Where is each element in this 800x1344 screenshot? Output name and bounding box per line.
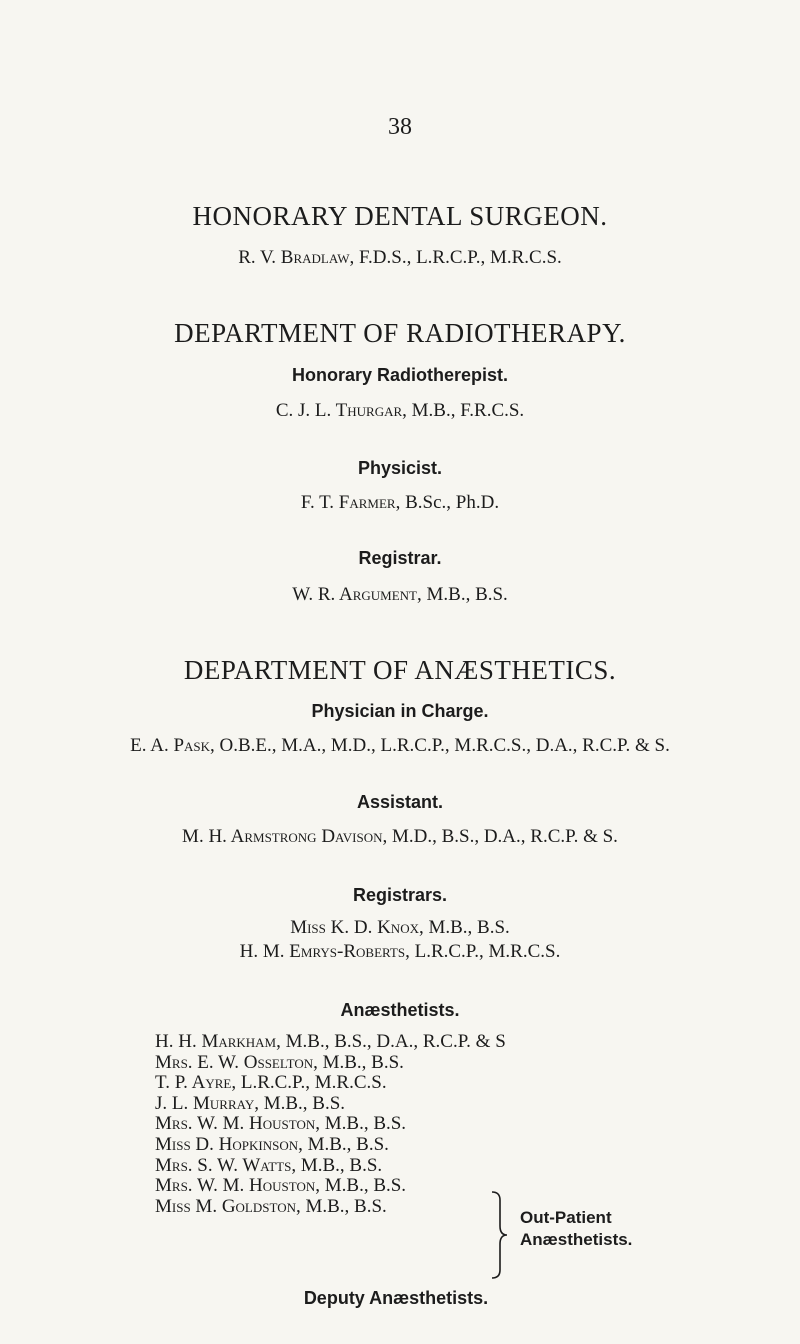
deputy-title: Deputy Anæsthetists. bbox=[303, 1288, 489, 1308]
person-name: F. T. Farmer, bbox=[300, 492, 401, 513]
list-item: Miss M. Goldston, M.B., B.S. bbox=[155, 1195, 387, 1217]
person-name: R. V. Bradlaw, bbox=[238, 247, 355, 268]
list-item: H. H. Markham, M.B., B.S., D.A., R.C.P. & S bbox=[155, 1031, 506, 1052]
radiotherapist-title: Honorary Radiotherepist. bbox=[291, 365, 509, 385]
anaesthetists-title: Anæsthetists. bbox=[340, 1000, 460, 1020]
person-name: Miss K. D. Knox, bbox=[290, 917, 424, 938]
outpatient-label: Anæsthetists. bbox=[520, 1230, 633, 1249]
page-number: 38 bbox=[388, 114, 412, 140]
list-item: Mrs. W. M. Houston, M.B., B.S. bbox=[155, 1113, 407, 1135]
assistant bbox=[0, 826, 800, 848]
physicist-title: Physicist. bbox=[357, 458, 443, 478]
registrar-entry bbox=[0, 917, 800, 939]
physician-in-charge bbox=[0, 735, 800, 757]
person-name: M. H. Armstrong Davison, bbox=[182, 826, 388, 847]
person-name: E. A. Pask, bbox=[130, 735, 215, 756]
list-item: T. P. Ayre, L.R.C.P., M.R.C.S. bbox=[155, 1072, 387, 1094]
person-name: C. J. L. Thurgar, bbox=[275, 400, 407, 421]
list-item: Mrs. W. M. Houston, M.B., B.S. bbox=[155, 1175, 407, 1197]
dental-heading: HONORARY DENTAL SURGEON. bbox=[192, 201, 608, 231]
person-quals: F.D.S., L.R.C.P., M.R.C.S. bbox=[354, 247, 562, 268]
person-quals: L.R.C.P., M.R.C.S. bbox=[409, 941, 561, 962]
registrar-title: Registrar. bbox=[358, 548, 442, 568]
list-item: Miss D. Hopkinson, M.B., B.S. bbox=[155, 1133, 389, 1155]
person-quals: M.B., B.S. bbox=[423, 917, 510, 938]
anaesthetists-list bbox=[155, 1032, 506, 1217]
radiotherapist bbox=[0, 400, 800, 422]
physician-title: Physician in Charge. bbox=[311, 701, 489, 721]
registrar-entry bbox=[0, 941, 800, 963]
registrar bbox=[0, 584, 800, 606]
brace-icon bbox=[488, 1190, 512, 1280]
person-quals: M.B., F.R.C.S. bbox=[406, 400, 525, 421]
anaesthetics-heading: DEPARTMENT OF ANÆSTHETICS. bbox=[183, 655, 617, 685]
person-quals: B.Sc., Ph.D. bbox=[400, 492, 500, 513]
dental-surgeon bbox=[0, 247, 800, 269]
person-quals: O.B.E., M.A., M.D., L.R.C.P., M.R.C.S., D.A., R.C.P. & S. bbox=[214, 735, 670, 756]
assistant-title: Assistant. bbox=[356, 792, 444, 812]
list-item: Mrs. E. W. Osselton, M.B., B.S. bbox=[155, 1051, 404, 1073]
physicist bbox=[0, 492, 800, 514]
outpatient-label: Out-Patient bbox=[520, 1208, 612, 1227]
person-quals: M.D., B.S., D.A., R.C.P. & S. bbox=[387, 826, 618, 847]
list-item: Mrs. S. W. Watts, M.B., B.S. bbox=[155, 1154, 383, 1176]
person-name: W. R. Argument, bbox=[292, 584, 422, 605]
radiotherapy-heading: DEPARTMENT OF RADIOTHERAPY. bbox=[174, 318, 626, 348]
person-quals: M.B., B.S. bbox=[421, 584, 508, 605]
person-name: H. M. Emrys-Roberts, bbox=[239, 941, 410, 962]
list-item: J. L. Murray, M.B., B.S. bbox=[155, 1092, 346, 1114]
registrars-title: Registrars. bbox=[352, 885, 448, 905]
